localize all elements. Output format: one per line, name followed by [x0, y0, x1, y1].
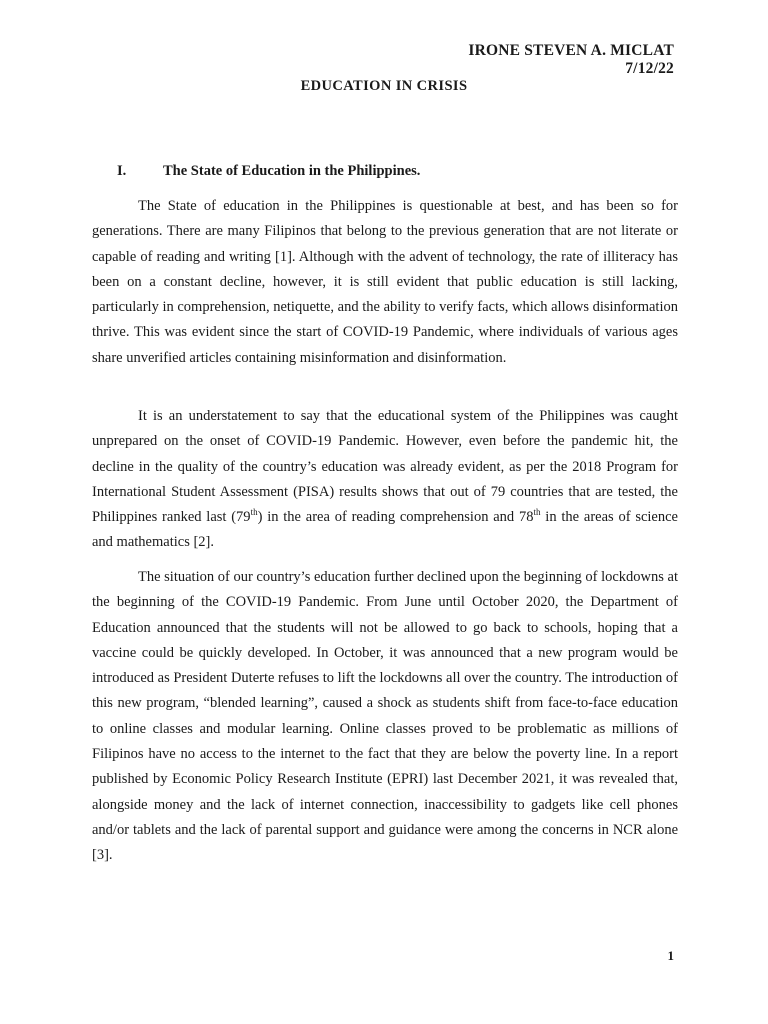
superscript-th-2: th	[533, 507, 541, 518]
paragraph-3: The situation of our country’s education further declined upon the beginning of lockdowns at the beginning of the COVID-19 Pandemic. From June until October 2020, the Department of Education announced that the students will not be allowed to go back to schools, hoping that a vaccine could be quickly developed. In October, it was announced that a new program would be introduced as President Duterte refuses to lift the lockdowns all over the country. The introduction of this new program, “blended learning”, caused a shock as students shift from face-to-face education to online classes and modular learning. Online classes proved to be problematic as millions of Filipinos have no access to the internet to the fact that they are below the poverty line. In a report published by Economic Policy Research Institute (EPRI) last December 2021, it was revealed that, alongside money and the lack of internet connection, inaccessibility to gadgets like cell phones and/or tablets and the lack of parental support and guidance were among the concerns in NCR alone [3].	[92, 569, 678, 864]
paragraph-2	[92, 404, 678, 556]
body-text	[92, 0, 678, 1024]
paragraph-2-text-c: in the areas of science and mathematics [2].	[92, 509, 678, 551]
paragraph-2-text-a: It is an understatement to say that the educational system of the Philippines was caught unprepared on the onset of COVID-19 Pandemic. However, even before the pandemic hit, the decline in the quality of the country’s education was already evident, as per the 2018 Program for International Student Assessment (PISA) results shows that out of 79 countries that are tested, the Philippines ranked last (79	[92, 408, 678, 526]
section-title: The State of Education in the Philippines.	[163, 163, 421, 179]
paragraph-1: The State of education in the Philippines is questionable at best, and has been so for generations. There are many Filipinos that belong to the previous generation that are not literate or capable of reading and writing [1]. Although with the advent of technology, the rate of illiteracy has been on a constant decline, however, it is still evident that public education is still lacking, particularly in comprehension, netiquette, and the ability to verify facts, which allows disinformation thrive. This was evident since the start of COVID-19 Pandemic, where individuals of various ages share unverified articles containing misinformation and disinformation.	[92, 198, 678, 366]
section-number: I.	[117, 163, 127, 179]
document-date: 7/12/22	[625, 60, 674, 77]
author-name: IRONE STEVEN A. MICLAT	[468, 42, 674, 59]
document-title: EDUCATION IN CRISIS	[300, 78, 468, 94]
paragraph-2-text-b: ) in the area of reading comprehension and 78	[257, 509, 534, 526]
page-number: 1	[667, 948, 674, 963]
superscript-th-1: th	[250, 507, 258, 518]
